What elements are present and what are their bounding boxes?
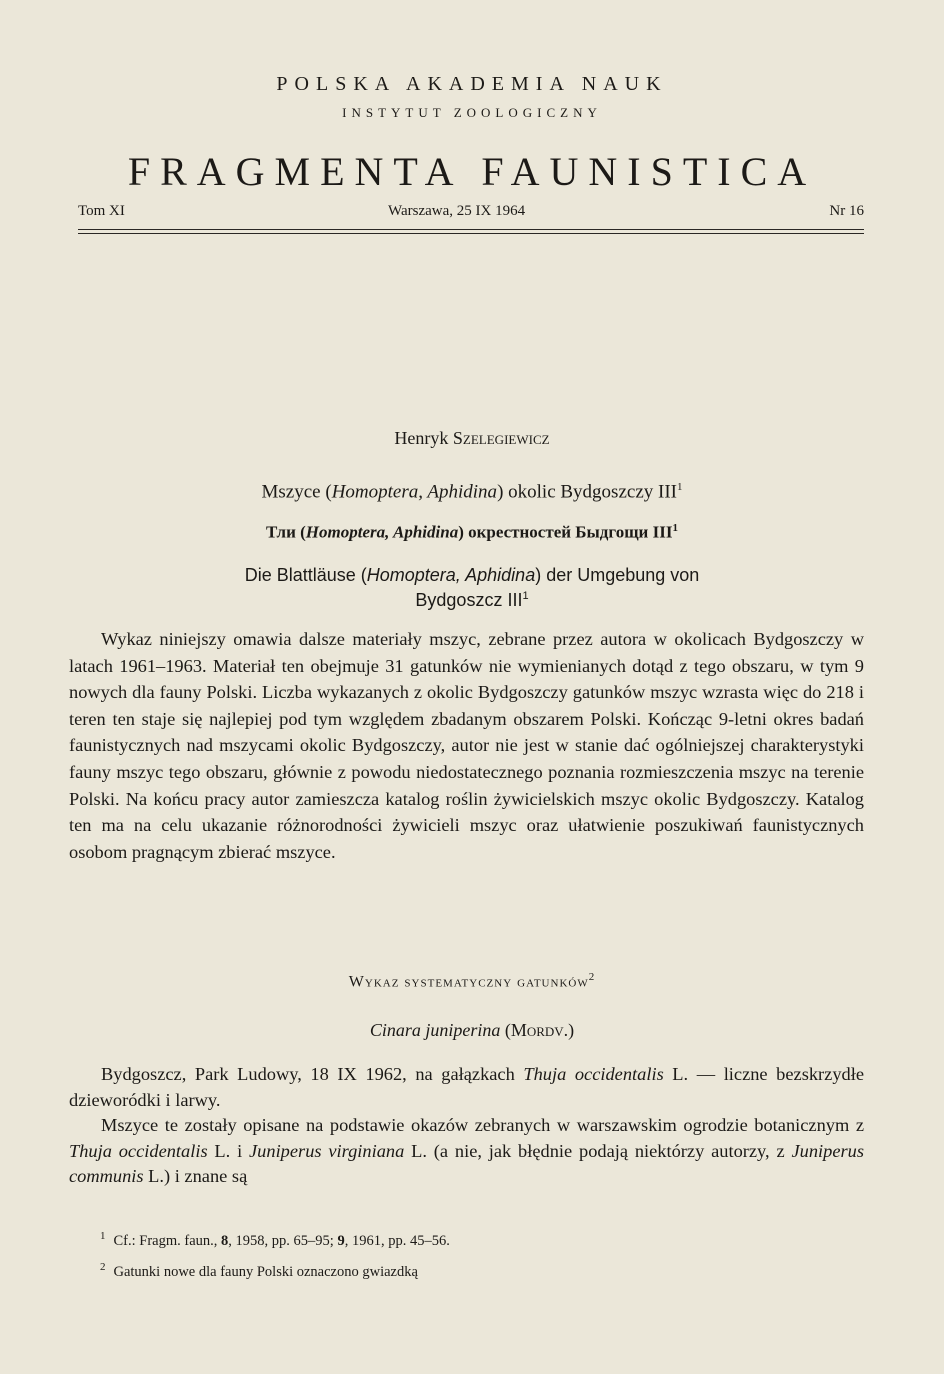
species-name: Cinara juniperina <box>369 1020 501 1040</box>
header-rule-bottom <box>78 233 864 234</box>
host-plant: Juniperus virginiana <box>249 1140 405 1161</box>
academy-name: POLSKA AKADEMIA NAUK <box>276 73 668 95</box>
host-plant: Thuja occidentalis <box>69 1140 208 1161</box>
header-rule-top <box>78 229 864 230</box>
footnote-ref: 1 <box>522 590 529 602</box>
host-plant: Juniperus communis <box>69 1140 864 1186</box>
place-date: Warszawa, 25 IX 1964 <box>388 203 526 219</box>
title-german-line-1: Die Blattläuse (Homoptera, Aphidina) der Umgebung von <box>244 565 700 585</box>
footnote-ref: 1 <box>672 522 678 534</box>
volume: Tom XI <box>78 203 125 219</box>
author-last-name: Szelegiewicz <box>452 428 550 448</box>
abstract: Wykaz niniejszy omawia dalsze materiały mszyc, zebrane przez autora w okolicach Bydgoszczy w latach 1961–1963. Materiał ten obejmuje 31 gatunków nie wymienianych dotąd z tego obszaru, w tym 9 nowych dla fauny Polski. Liczba wykazanych z okolic Bydgoszczy gatunków mszyc wzrasta więc do 218 i teren ten staje się najlepiej pod tym względem zbadanym obszarem Polski. Kończąc 9-letni okres badań faunistycznych nad mszycami okolic Bydgoszczy, autor nie jest w stanie dać ogólniejszej charakterystyki fauny mszyc tego obszaru, głównie z powodu niedostatecznego poznania rozmieszczenia mszyc na terenie Polski. Na końcu pracy autor zamieszcza katalog roślin żywicielskich mszyc okolic Bydgoszczy. Katalog ten ma na celu ukazanie różnorodności żywicieli mszyc oraz ułatwienie poszukiwań faunistycznych osobom pragnącym zbierać mszyce. <box>69 629 864 862</box>
journal-title: FRAGMENTA FAUNISTICA <box>127 149 817 194</box>
collection-record: Bydgoszcz, Park Ludowy, 18 IX 1962, na gałązkach Thuja occidentalis L. — liczne bezskrzydłe dzieworódki i larwy. <box>69 1064 864 1110</box>
issue-number: Nr 16 <box>829 203 864 219</box>
title-polish: Mszyce (Homoptera, Aphidina) okolic Bydgoszczy III$^1$ <box>261 481 683 503</box>
footnote-2: $^2$ Gatunki nowe dla fauny Polski oznaczono gwiazdką <box>100 1260 418 1280</box>
taxon-name: Homoptera, Aphidina <box>331 481 498 503</box>
species-note: Mszyce te zostały opisane na podstawie okazów zebranych w warszawskim ogrodzie botanicznym z Thuja occidentalis L. i Juniperus virginiana L. (a nie, jak błędnie podają niektórzy autorzy, z Juniperus communis L.) i znane są <box>69 1115 864 1186</box>
author <box>0 428 944 449</box>
footnote-ref: 1 <box>676 481 683 493</box>
issue-info <box>78 203 864 225</box>
taxon-name: Homoptera, Aphidina <box>366 565 536 585</box>
title-german-line-2: Bydgoszcz III$^1$ <box>415 590 529 610</box>
section-heading: Wykaz systematyczny gatunków$^2$ <box>348 971 596 991</box>
title-german <box>0 565 944 611</box>
taxon-name: Homoptera, Aphidina <box>305 522 459 542</box>
species-author: Mordv. <box>510 1020 569 1040</box>
species-heading: Cinara juniperina (Mordv.) <box>369 1020 575 1040</box>
footnote-ref: 2 <box>588 971 596 983</box>
footnotes <box>100 1223 864 1285</box>
host-plant: Thuja occidentalis <box>523 1064 664 1084</box>
footnote-1: $^1$ Cf.: Fragm. faun., 8, 1958, pp. 65–95; 9, 1961, pp. 45–56. <box>100 1230 450 1249</box>
author-first-name: Henryk <box>394 428 449 448</box>
title-russian: Тли (Homoptera, Aphidina) окрестностей Быдгощи III$^1$ <box>266 522 678 542</box>
institute-name: INSTYTUT ZOOLOGICZNY <box>342 105 602 120</box>
